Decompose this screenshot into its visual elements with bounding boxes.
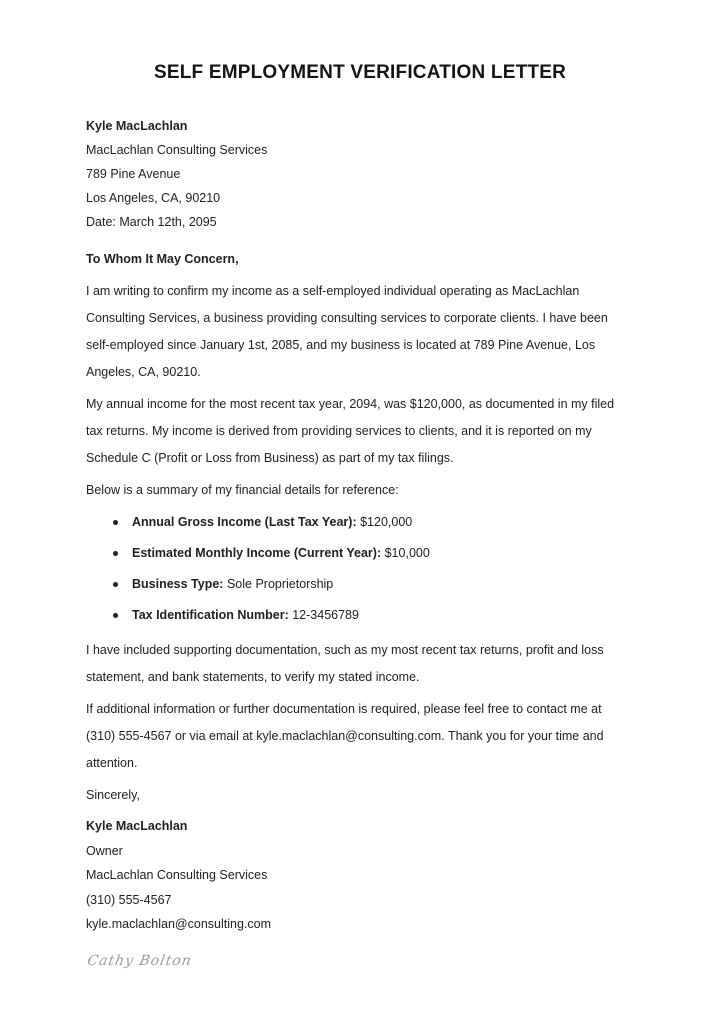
paragraph-intro: I am writing to confirm my income as a self-employed individual operating as MacLachlan Consulting Services, a business providing consulting services to corporate clients. I have been self-employed since January 1st, 2085, and my business is located at 789 Pine Avenue, Los Angeles, CA, 90210. xyxy=(86,284,608,379)
sender-block xyxy=(86,114,634,234)
paragraph-contact: If additional information or further documentation is required, please feel free to contact me at (310) 555-4567 or via email at kyle.maclachlan@consulting.com. Thank you for your time and attention. xyxy=(86,702,604,770)
sender-address-line1: 789 Pine Avenue xyxy=(86,167,181,181)
financial-details-list xyxy=(86,509,634,629)
list-item xyxy=(86,509,634,536)
sender-name: Kyle MacLachlan xyxy=(86,119,188,133)
letter-date: Date: March 12th, 2095 xyxy=(86,215,217,229)
paragraph-summary-lead: Below is a summary of my financial details for reference: xyxy=(86,483,399,497)
signatory-company: MacLachlan Consulting Services xyxy=(86,868,268,882)
bullet-value: Sole Proprietorship xyxy=(226,577,334,591)
list-item xyxy=(86,602,634,629)
bullet-value: 12-3456789 xyxy=(292,608,359,622)
salutation: To Whom It May Concern, xyxy=(86,252,239,266)
bullet-label: Business Type: xyxy=(132,577,224,591)
paragraph-documentation: I have included supporting documentation, such as my most recent tax returns, profit and loss statement, and bank statements, to verify my stated income. xyxy=(86,643,604,684)
list-item xyxy=(86,540,634,567)
signatory-email: kyle.maclachlan@consulting.com xyxy=(86,917,271,931)
list-item xyxy=(86,571,634,598)
bullet-label: Annual Gross Income (Last Tax Year): xyxy=(132,515,357,529)
signatory-phone: (310) 555-4567 xyxy=(86,892,172,907)
bullet-value: $120,000 xyxy=(360,515,413,529)
page-title: SELF EMPLOYMENT VERIFICATION LETTER xyxy=(154,62,566,83)
paragraph-income: My annual income for the most recent tax year, 2094, was $120,000, as documented in my filed tax returns. My income is derived from providing services to clients, and it is reported on my Schedule C (Profit or Loss from Business) as part of my tax filings. xyxy=(86,397,615,465)
bullet-label: Tax Identification Number: xyxy=(132,608,289,622)
signatory-title: Owner xyxy=(86,843,123,858)
signatory-name: Kyle MacLachlan xyxy=(86,819,188,833)
valediction: Sincerely, xyxy=(86,788,140,802)
handwritten-signature: Cathy Bolton xyxy=(86,952,194,969)
sender-company: MacLachlan Consulting Services xyxy=(86,143,268,157)
sender-address-line2: Los Angeles, CA, 90210 xyxy=(86,191,221,205)
bullet-label: Estimated Monthly Income (Current Year): xyxy=(132,546,382,560)
bullet-value: $10,000 xyxy=(384,546,430,560)
signature-block xyxy=(86,814,634,937)
